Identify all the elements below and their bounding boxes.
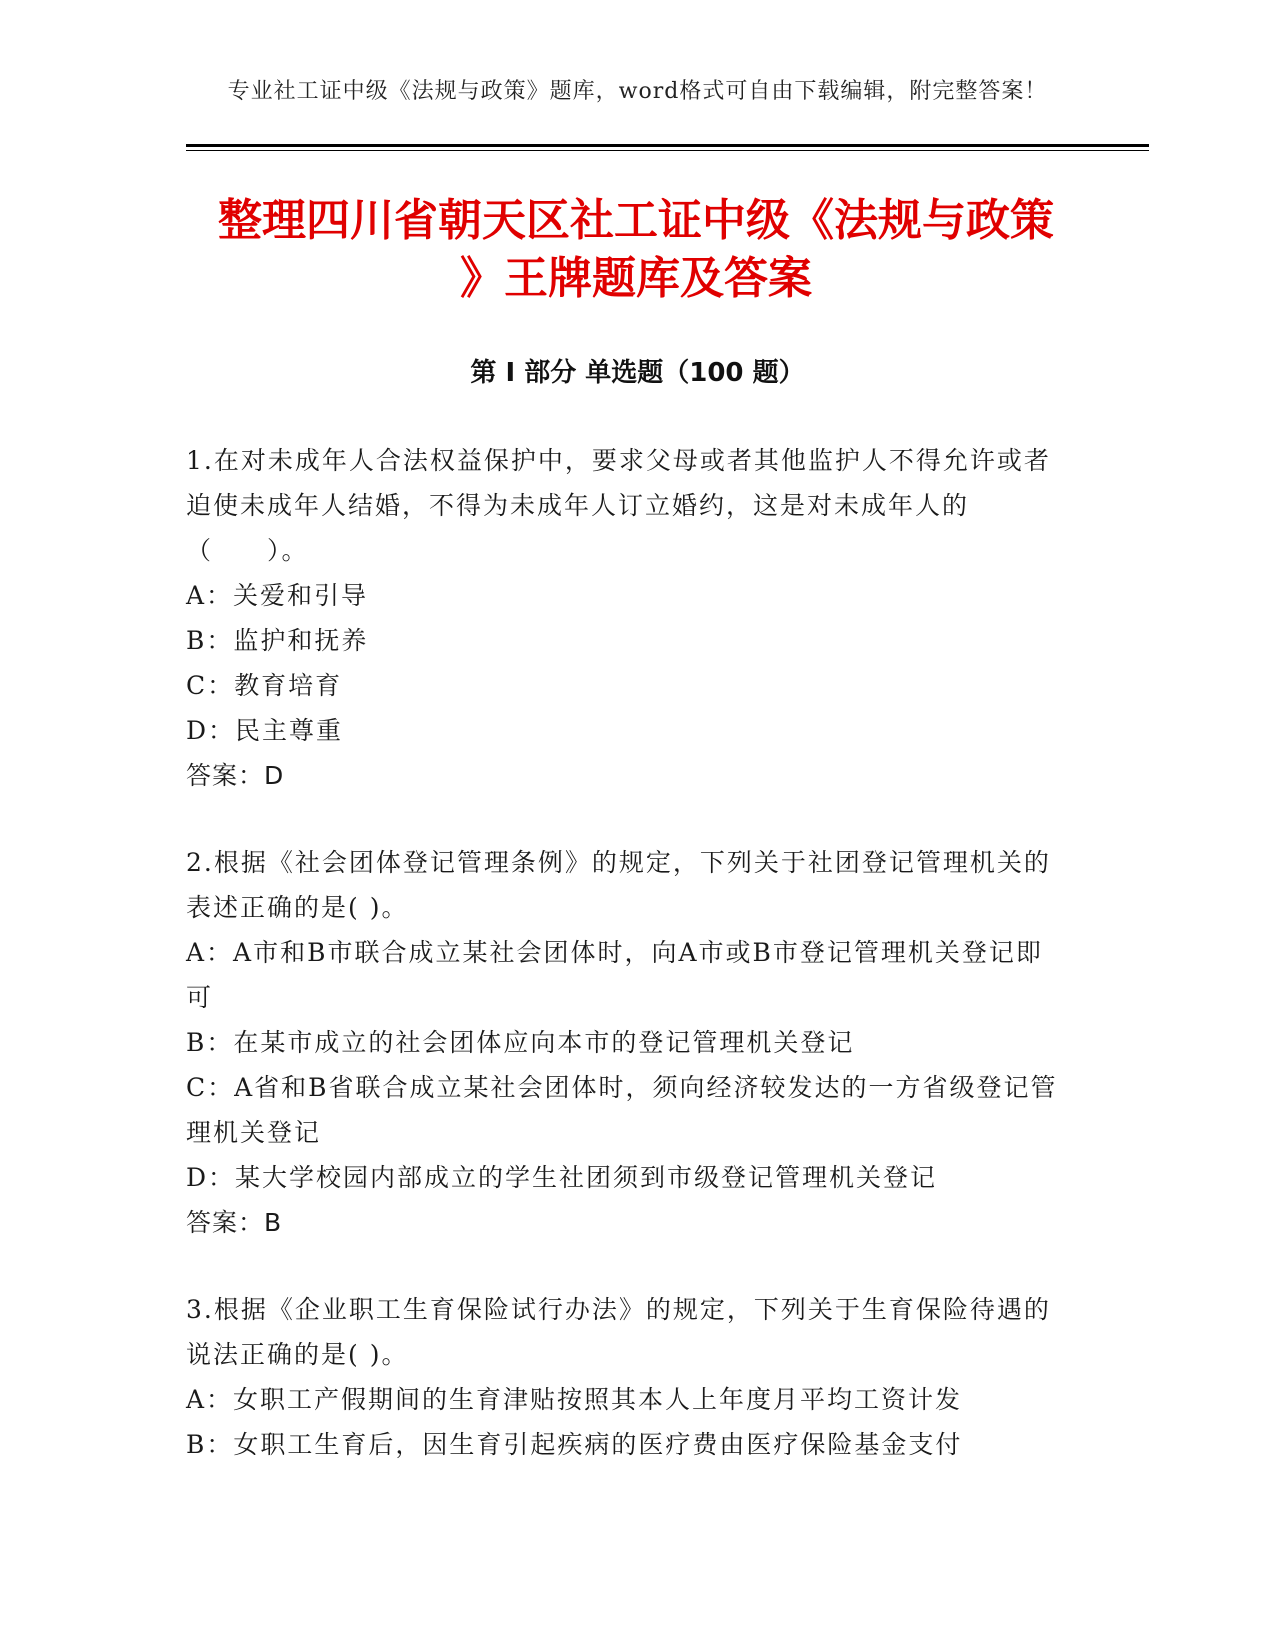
header-note: 专业社工证中级《法规与政策》题库，word格式可自由下载编辑，附完整答案！ <box>227 79 1048 104</box>
document-title-line-2: 》王牌题库及答案 <box>460 253 812 304</box>
question-list <box>186 438 1066 1509</box>
option-a: A：女职工产假期间的生育津贴按照其本人上年度月平均工资计发 <box>186 1385 963 1414</box>
option-a: A：A市和B市联合成立某社会团体时，向A市或B市登记管理机关登记即可 <box>186 938 1043 1012</box>
option-a: A：关爱和引导 <box>186 581 369 610</box>
option-c: C：教育培育 <box>186 671 343 700</box>
option-b: B：女职工生育后，因生育引起疾病的医疗费由医疗保险基金支付 <box>186 1430 963 1459</box>
option-b: B：在某市成立的社会团体应向本市的登记管理机关登记 <box>186 1028 855 1057</box>
header-rule-thin <box>186 150 1149 151</box>
option-c: C：A省和B省联合成立某社会团体时，须向经济较发达的一方省级登记管理机关登记 <box>186 1073 1058 1147</box>
question-stem: 1.在对未成年人合法权益保护中，要求父母或者其他监护人不得允许或者迫使未成年人结婚，不得为未成年人订立婚约，这是对未成年人的（ ）。 <box>186 446 1051 565</box>
document-title <box>186 192 1086 308</box>
section-title: 第 I 部分 单选题（100 题） <box>470 358 805 388</box>
option-d: D：民主尊重 <box>186 716 344 745</box>
answer: 答案：D <box>186 761 285 790</box>
question-2 <box>186 840 1066 1245</box>
answer: 答案：B <box>186 1208 283 1237</box>
question-stem: 2.根据《社会团体登记管理条例》的规定，下列关于社团登记管理机关的表述正确的是( )。 <box>186 848 1051 922</box>
document-title-line-1: 整理四川省朝天区社工证中级《法规与政策 <box>218 195 1054 246</box>
option-d: D：某大学校园内部成立的学生社团须到市级登记管理机关登记 <box>186 1163 938 1192</box>
question-1 <box>186 438 1066 798</box>
option-b: B：监护和抚养 <box>186 626 369 655</box>
header-rule <box>186 144 1149 147</box>
question-3 <box>186 1287 1066 1467</box>
question-stem: 3.根据《企业职工生育保险试行办法》的规定，下列关于生育保险待遇的说法正确的是( )。 <box>186 1295 1051 1369</box>
